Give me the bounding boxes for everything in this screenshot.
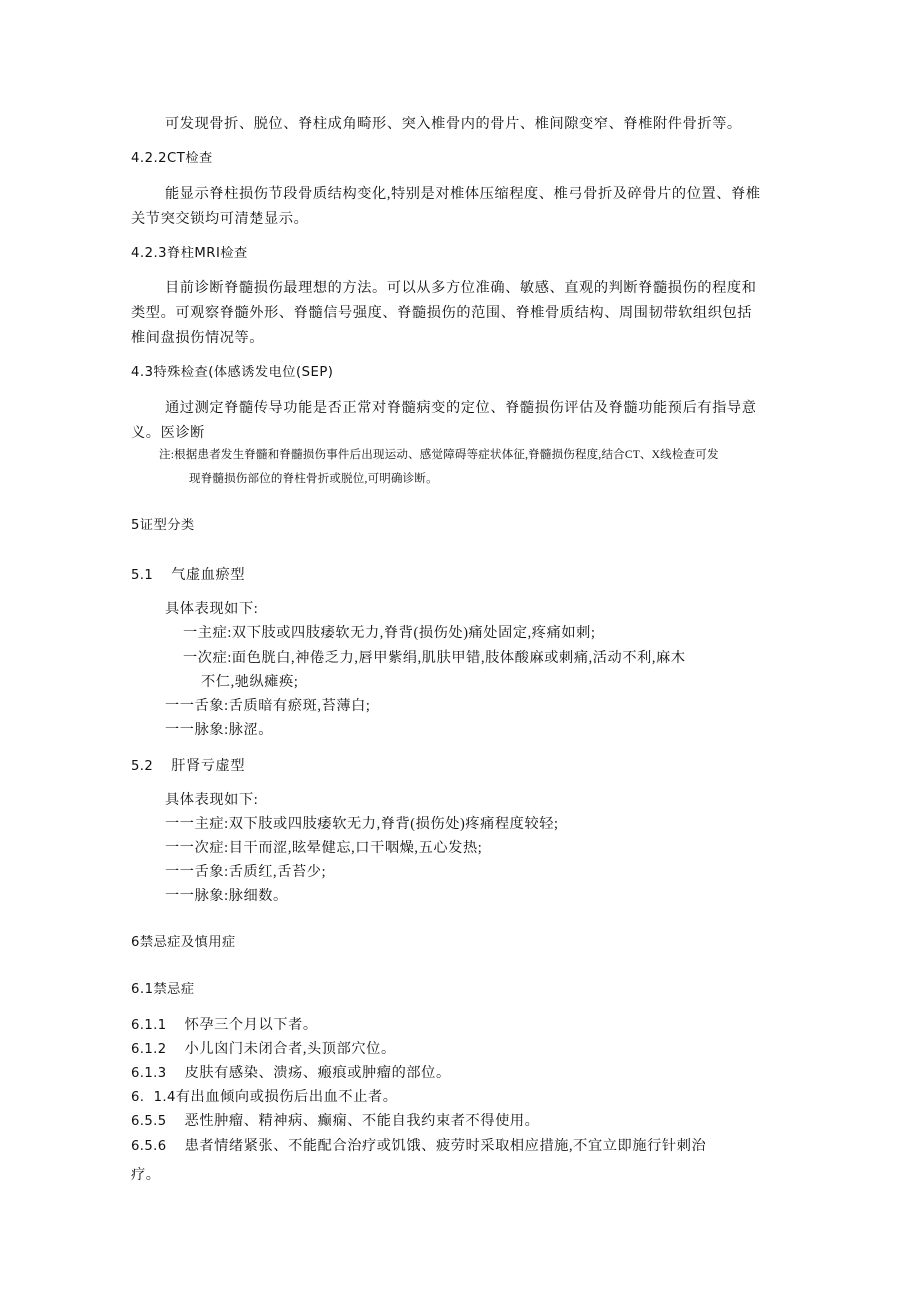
s52-tongue: 一一舌象:舌质红,舌苔少; bbox=[165, 864, 327, 880]
list-item-6-1-4 bbox=[131, 1087, 398, 1108]
list-item-6-1-2 bbox=[131, 1039, 396, 1060]
list-item-text: 皮肤有感染、溃疡、瘢痕或肿瘤的部位。 bbox=[184, 1065, 451, 1081]
s52-secondary-symptom: 一一次症:目干而涩,眩晕健忘,口干咽燥,五心发热; bbox=[165, 840, 483, 856]
list-item-text: 怀孕三个月以下者。 bbox=[184, 1017, 318, 1033]
list-item-number: 6.5.5 bbox=[131, 1114, 167, 1129]
heading-5-2-number: 5.2 bbox=[131, 759, 154, 774]
list-item-text: 小儿囟门未闭合者,头顶部穴位。 bbox=[184, 1041, 396, 1057]
list-item-number: 6.1.3 bbox=[131, 1066, 167, 1081]
s52-pulse: 一一脉象:脉细数。 bbox=[165, 888, 288, 904]
paragraph-mri-line-1: 目前诊断脊髓损伤最理想的方法。可以从多方位准确、敏感、直观的判断脊髓损伤的程度和 bbox=[165, 280, 757, 296]
paragraph-ct-line-1: 能显示脊柱损伤节段骨质结构变化,特别是对椎体压缩程度、椎弓骨折及碎骨片的位置、脊椎 bbox=[165, 186, 761, 202]
heading-6-1: 6.1禁忌症 bbox=[131, 982, 195, 997]
section-6-title: 6禁忌症及慎用症 bbox=[131, 935, 236, 950]
note-line-1: 注:根据患者发生脊髓和脊髓损伤事件后出现运动、感觉障碍等症状体征,脊髓损伤程度,结合CT、X线检查可发 bbox=[159, 449, 719, 461]
heading-4-2-3: 4.2.3脊柱MRI检查 bbox=[131, 246, 248, 261]
s52-main-symptom: 一一主症:双下肢或四肢痿软无力,脊背(损伤处)疼痛程度较轻; bbox=[165, 816, 559, 832]
heading-5-2-name: 肝肾亏虚型 bbox=[171, 758, 246, 774]
s51-secondary-symptom-line-2: 不仁,驰纵瘫痪; bbox=[201, 674, 299, 690]
list-item-6-1-3 bbox=[131, 1063, 451, 1084]
list-item-6-1-1 bbox=[131, 1015, 318, 1036]
heading-5-1-number: 5.1 bbox=[131, 568, 154, 583]
list-item-6-5-6-continuation: 疗。 bbox=[131, 1167, 161, 1183]
heading-4-2-2: 4.2.2CT检查 bbox=[131, 151, 213, 166]
paragraph-ct-line-2: 关节突交锁均可清楚显示。 bbox=[131, 211, 309, 227]
s52-intro: 具体表现如下: bbox=[165, 792, 259, 808]
heading-5-1-name: 气虚血瘀型 bbox=[171, 567, 246, 583]
heading-5-1 bbox=[131, 565, 245, 586]
s51-secondary-symptom-line-1: 一次症:面色胱白,神倦乏力,唇甲紫绢,肌肤甲错,肢体酸麻或刺痛,活动不利,麻木 bbox=[183, 650, 686, 666]
paragraph-sep-line-1: 通过测定脊髓传导功能是否正常对脊髓病变的定位、脊髓损伤评估及脊髓功能预后有指导意 bbox=[165, 400, 757, 416]
heading-5-2 bbox=[131, 756, 245, 777]
list-item-number: 6. 1.4 bbox=[131, 1090, 176, 1105]
section-5-title: 5证型分类 bbox=[131, 518, 195, 533]
heading-4-3: 4.3特殊检查(体感诱发电位(SEP) bbox=[131, 365, 334, 380]
list-item-text: 恶性肿瘤、精神病、癫痫、不能自我约束者不得使用。 bbox=[184, 1113, 540, 1129]
list-item-number: 6.5.6 bbox=[131, 1139, 167, 1154]
list-item-text: 患者情绪紧张、不能配合治疗或饥饿、疲劳时采取相应措施,不宜立即施行针刺治 bbox=[184, 1138, 707, 1154]
list-item-number: 6.1.1 bbox=[131, 1018, 167, 1033]
list-item-number: 6.1.2 bbox=[131, 1042, 167, 1057]
s51-pulse: 一一脉象:脉涩。 bbox=[165, 722, 274, 738]
paragraph-mri-line-3: 椎间盘损伤情况等。 bbox=[131, 330, 265, 346]
s51-main-symptom: 一主症:双下肢或四肢痿软无力,脊背(损伤处)痛处固定,疼痛如刺; bbox=[183, 625, 596, 641]
paragraph-mri-line-2: 类型。可观察脊髓外形、脊髓信号强度、脊髓损伤的范围、脊椎骨质结构、周围韧带软组织包括 bbox=[131, 305, 753, 321]
list-item-6-5-5 bbox=[131, 1111, 539, 1132]
list-item-text: 有出血倾向或损伤后出血不止者。 bbox=[175, 1089, 398, 1105]
paragraph-xray: 可发现骨折、脱位、脊柱成角畸形、突入椎骨内的骨片、椎间隙变窄、脊椎附件骨折等。 bbox=[165, 116, 742, 132]
note-line-2: 现脊髓损伤部位的脊柱骨折或脱位,可明确诊断。 bbox=[189, 473, 438, 485]
s51-tongue: 一一舌象:舌质暗有瘀斑,苔薄白; bbox=[165, 698, 371, 714]
s51-intro: 具体表现如下: bbox=[165, 601, 259, 617]
list-item-6-5-6 bbox=[131, 1136, 706, 1157]
paragraph-sep-line-2: 义。医诊断 bbox=[131, 425, 205, 441]
